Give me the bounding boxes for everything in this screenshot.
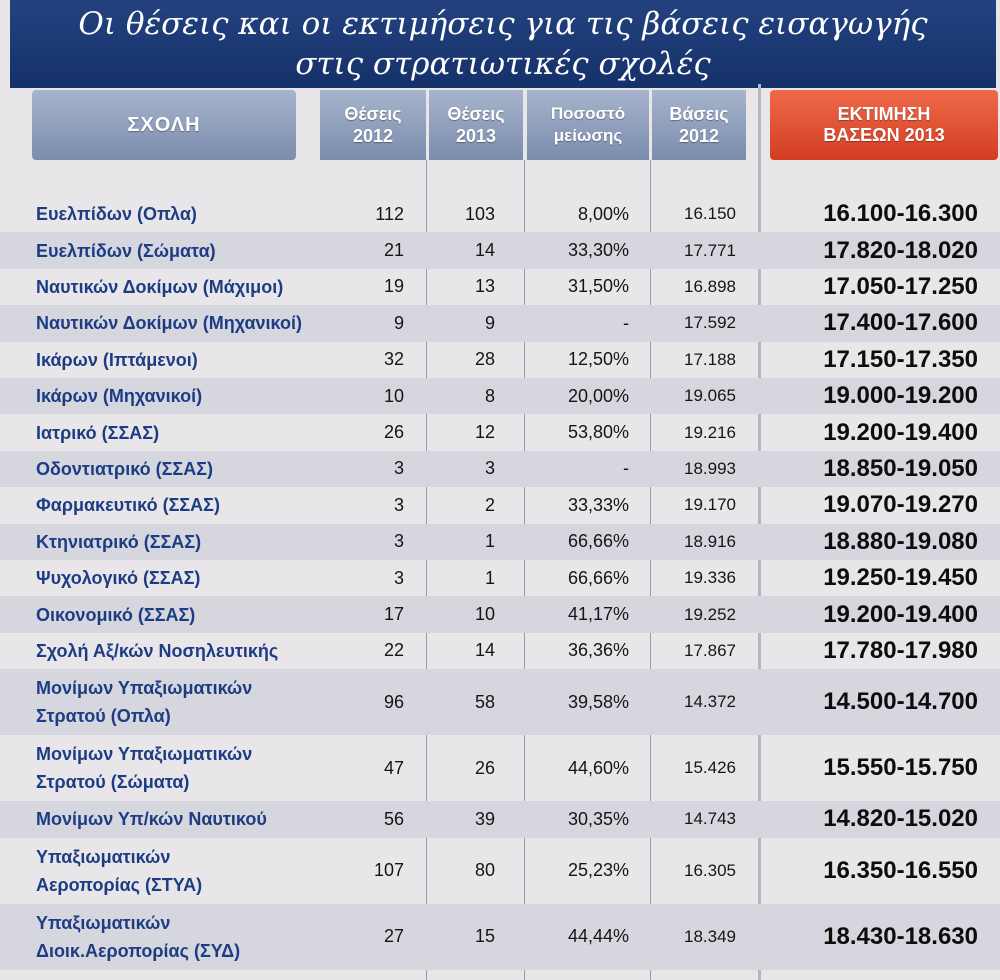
header-seats-2012-line2: 2012 xyxy=(352,126,394,146)
school-name-line: Οδοντιατρικό (ΣΣΑΣ) xyxy=(36,458,214,479)
table-row xyxy=(0,305,1000,341)
table-row xyxy=(0,560,1000,596)
school-name-line: Ναυτικών Δοκίμων (Μηχανικοί) xyxy=(36,313,302,334)
table-row xyxy=(0,524,1000,560)
seats-2012-cell: 112 xyxy=(375,203,404,224)
estimate-cell: 19.070-19.270 xyxy=(823,491,978,519)
header-seats-2013-line1: Θέσεις xyxy=(447,104,505,124)
school-name-line: Ευελπίδων (Οπλα) xyxy=(36,204,197,225)
seats-2012-cell: 21 xyxy=(383,240,404,261)
school-name-line: Οικονομικό (ΣΣΑΣ) xyxy=(36,604,196,625)
header-estimate-line2: ΒΑΣΕΩΝ 2013 xyxy=(823,125,945,145)
table-row xyxy=(0,378,1000,414)
seats-2013-cell: 14 xyxy=(474,640,495,661)
table-row xyxy=(0,269,1000,305)
header-seats-2013 xyxy=(429,90,523,160)
table-row xyxy=(0,633,1000,669)
header-school xyxy=(32,90,296,160)
seats-2013-cell: 80 xyxy=(474,860,495,881)
bases-2012-cell: 17.771 xyxy=(684,240,736,260)
seats-2012-cell: 3 xyxy=(393,458,404,479)
header-reduction-line2: μείωσης xyxy=(553,126,623,145)
estimate-cell: 17.050-17.250 xyxy=(823,272,978,300)
school-name-line: Υπαξιωματικών xyxy=(36,846,171,867)
bases-2012-cell: 14.372 xyxy=(684,692,736,712)
seats-2013-cell: 14 xyxy=(474,240,495,261)
seats-2013-cell: 9 xyxy=(484,312,495,333)
table-row xyxy=(0,838,1000,904)
seats-2013-cell: 2 xyxy=(484,494,495,515)
school-name-line: Μονίμων Υπαξιωματικών xyxy=(36,678,253,699)
reduction-cell: 41,17% xyxy=(567,604,629,625)
header-estimate-2013 xyxy=(770,90,998,160)
reduction-cell: 66,66% xyxy=(567,567,629,588)
header-bases-2012-line2: 2012 xyxy=(678,126,720,146)
table-row xyxy=(0,801,1000,837)
estimate-cell: 18.880-19.080 xyxy=(823,527,978,555)
bases-2012-cell: 16.898 xyxy=(684,276,736,296)
table-row xyxy=(0,596,1000,632)
seats-2012-cell: 56 xyxy=(383,808,404,829)
reduction-cell: - xyxy=(623,312,629,333)
seats-2013-cell: 58 xyxy=(474,691,495,712)
bases-2012-cell: 19.336 xyxy=(684,568,736,588)
reduction-cell: 66,66% xyxy=(567,531,629,552)
school-name-line: Μονίμων Υπ/κών Ναυτικού xyxy=(36,809,267,830)
table-row xyxy=(0,414,1000,450)
reduction-cell: 33,30% xyxy=(567,240,629,261)
header-school-label: ΣΧΟΛΗ xyxy=(127,114,201,136)
seats-2013-cell: 10 xyxy=(474,604,495,625)
seats-2012-cell: 19 xyxy=(383,276,404,297)
reduction-cell: 36,36% xyxy=(567,640,629,661)
title-line-2: στις στρατιωτικές σχολές xyxy=(295,46,711,82)
reduction-cell: 8,00% xyxy=(577,203,629,224)
seats-2012-cell: 3 xyxy=(393,494,404,515)
header-seats-2012 xyxy=(320,90,426,160)
school-name-line: Μονίμων Υπαξιωματικών xyxy=(36,744,253,765)
table-row xyxy=(0,342,1000,378)
table-row xyxy=(0,904,1000,970)
seats-2013-cell: 8 xyxy=(484,385,495,406)
seats-2013-cell: 15 xyxy=(474,926,495,947)
seats-2012-cell: 3 xyxy=(393,531,404,552)
header-bases-2012-line1: Βάσεις xyxy=(669,104,729,124)
seats-2013-cell: 26 xyxy=(474,757,495,778)
header-estimate-line1: ΕΚΤΙΜΗΣΗ xyxy=(837,104,931,124)
estimate-cell: 17.820-18.020 xyxy=(823,236,978,264)
table-row xyxy=(0,451,1000,487)
estimate-cell: 17.780-17.980 xyxy=(823,636,978,664)
seats-2013-cell: 39 xyxy=(474,808,495,829)
reduction-cell: 25,23% xyxy=(567,860,629,881)
school-name-line: Κτηνιατρικό (ΣΣΑΣ) xyxy=(36,531,202,552)
estimate-cell: 18.430-18.630 xyxy=(823,922,978,950)
estimate-cell: 17.400-17.600 xyxy=(823,309,978,337)
estimate-cell: 18.850-19.050 xyxy=(823,454,978,482)
title-line-1: Οι θέσεις και οι εκτιμήσεις για τις βάσεις εισαγωγής xyxy=(78,6,928,42)
table-row xyxy=(0,196,1000,232)
reduction-cell: 39,58% xyxy=(567,691,629,712)
seats-2012-cell: 107 xyxy=(373,860,404,881)
reduction-cell: 53,80% xyxy=(567,422,629,443)
reduction-cell: 44,44% xyxy=(567,926,629,947)
school-name-line: Αεροπορίας (ΣΤΥΑ) xyxy=(36,874,203,895)
bases-2012-cell: 18.916 xyxy=(684,531,736,551)
seats-2013-cell: 1 xyxy=(484,567,495,588)
seats-2012-cell: 96 xyxy=(383,691,404,712)
seats-2012-cell: 22 xyxy=(383,640,404,661)
seats-2013-cell: 12 xyxy=(474,422,495,443)
estimate-cell: 19.000-19.200 xyxy=(823,382,978,410)
estimate-cell: 14.820-15.020 xyxy=(823,805,978,833)
seats-2013-cell: 103 xyxy=(464,203,495,224)
school-name-line: Διοικ.Αεροπορίας (ΣΥΔ) xyxy=(36,940,241,961)
estimate-cell: 19.200-19.400 xyxy=(823,600,978,628)
estimate-cell: 15.550-15.750 xyxy=(823,754,978,782)
bases-2012-cell: 19.170 xyxy=(684,495,736,515)
seats-2012-cell: 32 xyxy=(383,349,404,370)
table-row xyxy=(0,487,1000,523)
estimate-cell: 16.350-16.550 xyxy=(823,856,978,884)
header-reduction xyxy=(527,90,649,160)
table-row xyxy=(0,735,1000,801)
seats-2012-cell: 9 xyxy=(393,312,404,333)
seats-2013-cell: 1 xyxy=(484,531,495,552)
school-name-line: Φαρμακευτικό (ΣΣΑΣ) xyxy=(36,495,220,516)
header-bases-2012 xyxy=(652,90,746,160)
bases-2012-cell: 19.216 xyxy=(684,422,736,442)
seats-2012-cell: 17 xyxy=(383,604,404,625)
bases-2012-cell: 16.305 xyxy=(684,860,736,880)
bases-2012-cell: 17.867 xyxy=(684,640,736,660)
reduction-cell: 30,35% xyxy=(567,808,629,829)
reduction-cell: 31,50% xyxy=(567,276,629,297)
reduction-cell: - xyxy=(623,458,629,479)
school-name-line: Υπαξιωματικών xyxy=(36,912,171,933)
seats-2013-cell: 3 xyxy=(484,458,495,479)
reduction-cell: 33,33% xyxy=(567,494,629,515)
school-name-line: Ικάρων (Μηχανικοί) xyxy=(36,386,203,407)
bases-2012-cell: 18.349 xyxy=(684,926,736,946)
seats-2012-cell: 47 xyxy=(383,757,404,778)
school-name-line: Στρατού (Οπλα) xyxy=(36,706,171,727)
header-reduction-line1: Ποσοστό xyxy=(550,104,626,123)
table-row xyxy=(0,232,1000,268)
header-seats-2013-line2: 2013 xyxy=(455,126,497,146)
school-name-line: Ευελπίδων (Σώματα) xyxy=(36,240,216,261)
bases-2012-cell: 17.592 xyxy=(684,313,736,333)
bases-2012-cell: 16.150 xyxy=(684,204,736,224)
reduction-cell: 20,00% xyxy=(567,385,629,406)
header-seats-2012-line1: Θέσεις xyxy=(344,104,402,124)
seats-2012-cell: 3 xyxy=(393,567,404,588)
estimate-cell: 17.150-17.350 xyxy=(823,345,978,373)
seats-2012-cell: 10 xyxy=(383,385,404,406)
estimate-cell: 19.200-19.400 xyxy=(823,418,978,446)
school-name-line: Ναυτικών Δοκίμων (Μάχιμοι) xyxy=(36,276,284,297)
seats-2012-cell: 27 xyxy=(383,926,404,947)
estimate-cell: 14.500-14.700 xyxy=(823,688,978,716)
seats-2013-cell: 13 xyxy=(474,276,495,297)
bases-2012-cell: 19.252 xyxy=(684,604,736,624)
title-bar xyxy=(10,0,996,88)
reduction-cell: 12,50% xyxy=(567,349,629,370)
reduction-cell: 44,60% xyxy=(567,757,629,778)
school-name-line: Ψυχολογικό (ΣΣΑΣ) xyxy=(36,568,201,589)
school-name-line: Σχολή Αξ/κών Νοσηλευτικής xyxy=(36,640,279,661)
seats-2012-cell: 26 xyxy=(383,422,404,443)
estimate-cell: 16.100-16.300 xyxy=(823,200,978,228)
seats-2013-cell: 28 xyxy=(474,349,495,370)
school-name-line: Στρατού (Σώματα) xyxy=(36,772,190,793)
estimate-cell: 19.250-19.450 xyxy=(823,564,978,592)
bases-2012-cell: 17.188 xyxy=(684,349,736,369)
bases-2012-cell: 19.065 xyxy=(684,386,736,406)
bases-2012-cell: 18.993 xyxy=(684,458,736,478)
school-name-line: Ιατρικό (ΣΣΑΣ) xyxy=(36,422,160,443)
table-row xyxy=(0,669,1000,735)
bases-2012-cell: 15.426 xyxy=(684,758,736,778)
bases-2012-cell: 14.743 xyxy=(684,809,736,829)
school-name-line: Ικάρων (Ιπτάμενοι) xyxy=(36,349,198,370)
